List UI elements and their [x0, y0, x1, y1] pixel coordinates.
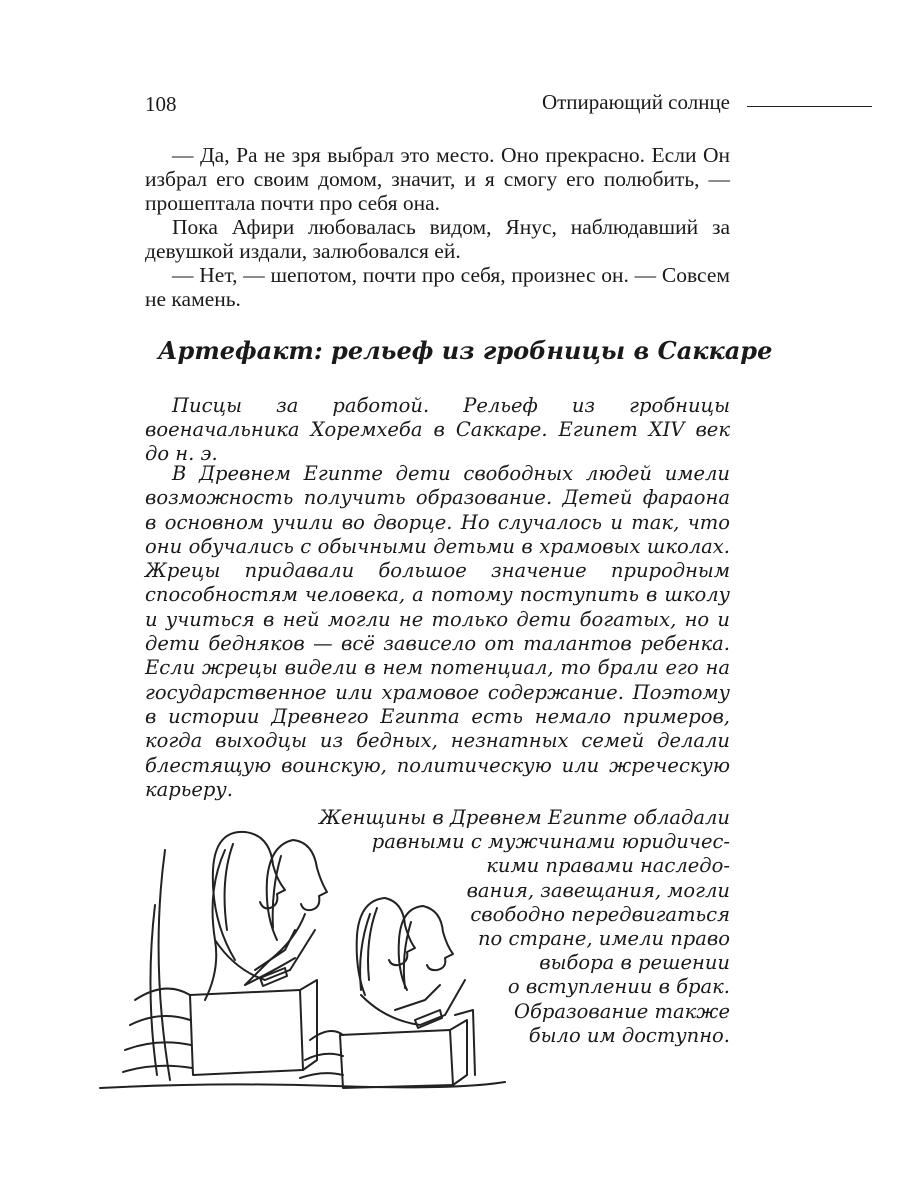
- page-number: 108: [145, 92, 177, 116]
- artifact-heading: Артефакт: рельеф из гробницы в Саккаре: [158, 336, 773, 365]
- side-line: по стране, имели право: [478, 927, 730, 951]
- side-line: равными с мужчинами юридичес-: [371, 830, 730, 854]
- side-line: о вступлении в брак.: [507, 975, 730, 999]
- header-rule: [747, 106, 872, 107]
- story-paragraph: — Да, Ра не зря выбрал это место. Оно прекрасно. Если Он избрал его своим домом, значит, и я смогу его полюбить, — прошептала почти про себя она.: [145, 143, 730, 215]
- side-line: Образование также: [514, 999, 730, 1023]
- story-paragraph: Пока Афири любовалась видом, Янус, наблюдавший за девушкой издали, залюбовался ей.: [145, 215, 730, 263]
- side-line: свободно передвигаться: [470, 902, 730, 926]
- side-line: кими правами наследо-: [486, 854, 730, 878]
- body-text: В Древнем Египте дети свободных людей имели возможность получить образование. Детей фараона в основном учили во дворце. Но случалось и так, что они обучались с обычными детьми в храмовых школах. Жрецы придавали большое значение природным способностям человека, а потому поступить в школу и учиться в ней могли не только дети богатых, но и дети бедняков — всё зависело от талантов ребенка. Если жрецы видели в нем потенциал, то брали его на государственное или храмовое содержание. Поэтому в истории Древнего Египта есть немало примеров, когда выходцы из бедных, незнатных семей делали блестящую воинскую, политическую или жреческую карьеру.: [145, 462, 730, 801]
- running-title: Отпирающий солнце: [541, 90, 730, 114]
- artifact-body: [145, 462, 730, 802]
- artifact-caption: [145, 394, 730, 466]
- side-line: было им доступно.: [528, 1023, 730, 1047]
- story-paragraph: — Нет, — шепотом, почти про себя, произнес он. — Совсем не камень.: [145, 263, 730, 311]
- side-line: выбора в решении: [539, 951, 730, 975]
- caption-text: Писцы за работой. Рельеф из гробницы военачальника Хоремхеба в Саккаре. Египет XIV век до н. э.: [145, 394, 730, 465]
- scribes-relief-drawing: [95, 810, 510, 1095]
- story-text: [145, 143, 730, 311]
- side-line: вания, завещания, могли: [466, 878, 730, 902]
- side-line: Женщины в Древнем Египте обладали: [319, 806, 730, 829]
